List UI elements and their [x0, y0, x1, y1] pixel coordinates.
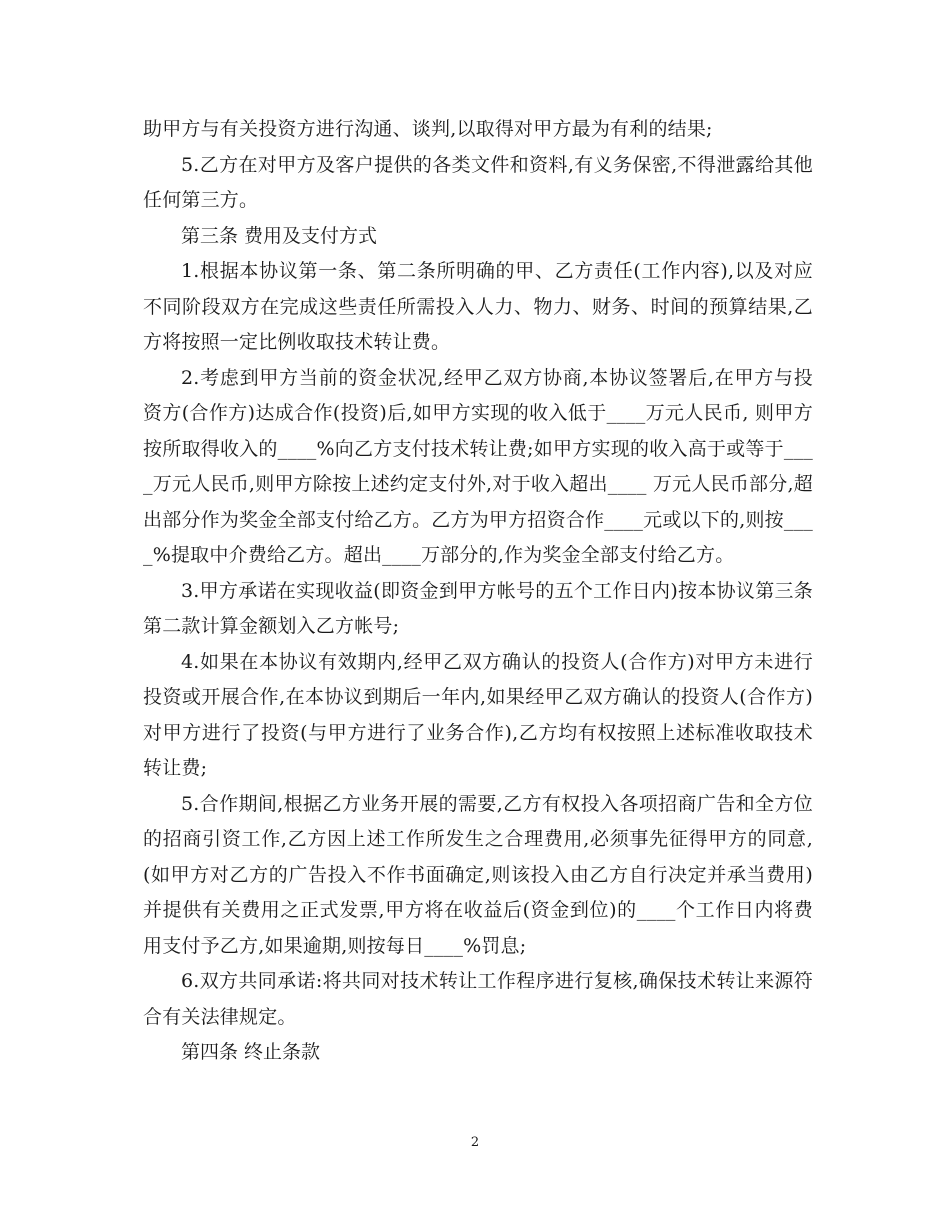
paragraph-clause-3-4: 4.如果在本协议有效期内,经甲乙双方确认的投资人(合作方)对甲方未进行投资或开展合作,在本协议到期后一年内,如果经甲乙双方确认的投资人(合作方)对甲方进行了投资(与甲方进行了业务合作),乙方均有权按照上述标准收取技术转让费;: [143, 650, 813, 779]
paragraph-clause-3-1: 1.根据本协议第一条、第二条所明确的甲、乙方责任(工作内容),以及对应不同阶段双方在完成这些责任所需投入人力、物力、财务、时间的预算结果,乙方将按照一定比例收取技术转让费。: [143, 260, 813, 353]
paragraph-continuation: 助甲方与有关投资方进行沟通、谈判,以取得对甲方最为有利的结果;: [143, 118, 713, 140]
paragraph-clause-3-5: 5.合作期间,根据乙方业务开展的需要,乙方有权投入各项招商广告和全方位的招商引资工作,乙方因上述工作所发生之合理费用,必须事先征得甲方的同意,(如甲方对乙方的广告投入不作书面确定,则该投入由乙方自行决定并承当费用)并提供有关费用之正式发票,甲方将在收益后(资金到位)的____个工作日内将费用支付予乙方,如果逾期,则按每日____%罚息;: [143, 792, 813, 957]
paragraph-clause-3-2: 2.考虑到甲方当前的资金状况,经甲乙双方协商,本协议签署后,在甲方与投资方(合作方)达成合作(投资)后,如甲方实现的收入低于____万元人民币, 则甲方按所取得收入的____%向乙方支付技术转让费;如甲方实现的收入高于或等于____万元人民币,则甲方除按上述约定支付外,对于收入超出____ 万元人民币部分,超出部分作为奖金全部支付给乙方。乙方为甲方招资合作____元或以下的,则按____%提取中介费给乙方。超出____万部分的,作为奖金全部支付给乙方。: [143, 366, 813, 566]
article-3-heading: 第三条 费用及支付方式: [181, 224, 378, 247]
page-number: 2: [470, 1135, 480, 1150]
document-body: [143, 112, 813, 1071]
paragraph-clause-3-3: 3.甲方承诺在实现收益(即资金到甲方帐号的五个工作日内)按本协议第三条第二款计算金额划入乙方帐号;: [143, 579, 813, 637]
paragraph-clause-3-6: 6.双方共同承诺:将共同对技术转让工作程序进行复核,确保技术转让来源符合有关法律规定。: [143, 970, 813, 1028]
article-4-heading: 第四条 终止条款: [181, 1041, 321, 1063]
paragraph-clause-2-5: 5.乙方在对甲方及客户提供的各类文件和资料,有义务保密,不得泄露给其他任何第三方。: [143, 153, 813, 211]
